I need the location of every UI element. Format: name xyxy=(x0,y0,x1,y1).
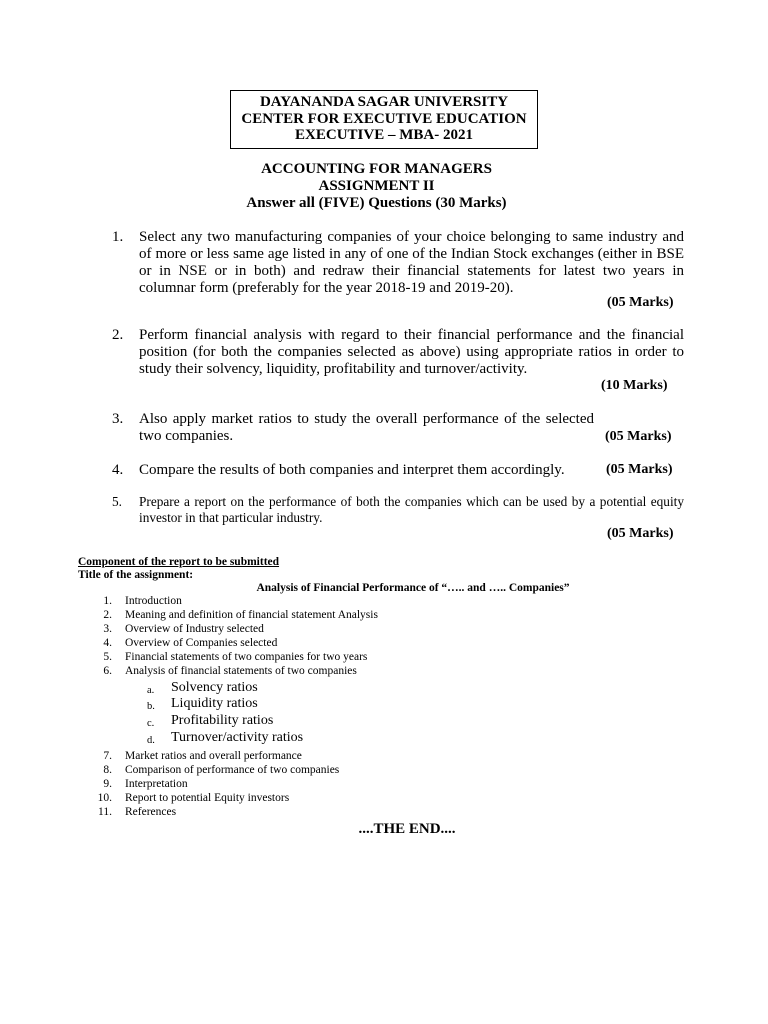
question-text: Compare the results of both companies and interpret them accordingly. xyxy=(139,462,565,478)
assignment-title-block xyxy=(170,161,583,212)
item-number: 4. xyxy=(103,637,112,650)
question-1-marks: (05 Marks) xyxy=(607,295,674,310)
sub-text: Liquidity ratios xyxy=(171,696,258,712)
item-text: Meaning and definition of financial statement Analysis xyxy=(125,609,378,622)
list-item xyxy=(78,595,698,609)
instruction-text: Answer all (FIVE) Questions (30 Marks) xyxy=(246,195,507,211)
list-item xyxy=(78,792,698,806)
sublist-item xyxy=(78,681,698,698)
sub-text: Profitability ratios xyxy=(171,713,274,729)
item-number: 7. xyxy=(103,749,112,762)
question-4 xyxy=(112,462,684,479)
item-text: References xyxy=(125,806,177,819)
list-item xyxy=(78,764,698,778)
components-list-continued xyxy=(78,750,698,820)
item-text: Financial statements of two companies for two years xyxy=(125,651,368,664)
question-2 xyxy=(112,327,684,378)
item-number: 1. xyxy=(103,595,112,607)
question-1 xyxy=(112,229,684,297)
item-text: Overview of Companies selected xyxy=(125,637,278,650)
components-heading: Component of the report to be submitted xyxy=(78,556,280,568)
question-number: 3. xyxy=(112,411,124,427)
question-text: Prepare a report on the performance of both the companies which can be used by a potential equity investor in that particular industry. xyxy=(139,494,684,525)
sub-text: Turnover/activity ratios xyxy=(171,729,304,745)
question-4-marks: (05 Marks) xyxy=(606,462,673,477)
report-components xyxy=(78,556,698,820)
question-2-marks: (10 Marks) xyxy=(601,378,668,393)
item-number: 3. xyxy=(103,623,112,636)
sub-letter: b. xyxy=(147,701,155,713)
list-item xyxy=(78,623,698,637)
program-name: EXECUTIVE – MBA- 2021 xyxy=(295,127,473,143)
item-number: 11. xyxy=(98,806,112,819)
list-item xyxy=(78,637,698,651)
item-text: Overview of Industry selected xyxy=(125,623,264,636)
course-title: ACCOUNTING FOR MANAGERS xyxy=(261,161,492,177)
question-text: Perform financial analysis with regard to their financial performance and the financial position (for both the companies selected as above) using appropriate ratios in order to study their solvency, liquidity, profitability and turnover/activity. xyxy=(139,327,684,377)
item-number: 2. xyxy=(103,609,112,622)
item-number: 8. xyxy=(103,763,112,776)
item-text: Comparison of performance of two companies xyxy=(125,763,340,776)
center-name: CENTER FOR EXECUTIVE EDUCATION xyxy=(241,110,527,127)
question-number: 5. xyxy=(112,494,122,509)
question-number: 2. xyxy=(112,327,124,343)
list-item xyxy=(78,750,698,764)
assignment-title-label: Title of the assignment: xyxy=(78,569,194,581)
list-item xyxy=(78,778,698,792)
question-3-marks: (05 Marks) xyxy=(605,429,672,444)
list-item xyxy=(78,806,698,820)
sub-text: Solvency ratios xyxy=(171,679,258,695)
item-number: 5. xyxy=(103,651,112,664)
item-number: 9. xyxy=(103,777,112,790)
ratio-sublist xyxy=(78,681,698,748)
assignment-label: ASSIGNMENT II xyxy=(318,178,435,194)
list-item xyxy=(78,609,698,623)
question-3 xyxy=(112,411,684,445)
sub-letter: a. xyxy=(147,684,155,696)
analysis-title: Analysis of Financial Performance of “….. and ….. Companies” xyxy=(256,582,570,594)
item-text: Introduction xyxy=(125,595,182,607)
list-item xyxy=(78,651,698,665)
question-5 xyxy=(112,494,684,526)
end-marker: ....THE END.... xyxy=(358,821,456,837)
sub-letter: d. xyxy=(147,734,155,746)
question-number: 4. xyxy=(112,462,124,478)
components-list xyxy=(78,595,698,680)
sublist-item xyxy=(78,697,698,714)
question-number: 1. xyxy=(112,229,124,245)
sublist-item xyxy=(78,714,698,731)
question-text: Also apply market ratios to study the overall performance of the selected two companies. xyxy=(139,411,594,444)
item-number: 6. xyxy=(103,665,112,678)
sub-letter: c. xyxy=(147,718,155,730)
list-item xyxy=(78,665,698,679)
question-5-marks: (05 Marks) xyxy=(607,526,674,541)
university-header-box xyxy=(230,90,538,149)
question-text: Select any two manufacturing companies of your choice belonging to same industry and of more or less same age listed in any of one of the Indian Stock exchanges (either in BSE or in NSE or in both) and redraw their financial statements for latest two years in columnar form (preferably for the year 2018-19 and 2019-20). xyxy=(139,229,684,296)
item-text: Report to potential Equity investors xyxy=(125,792,290,805)
item-text: Market ratios and overall performance xyxy=(125,749,302,762)
item-text: Analysis of financial statements of two companies xyxy=(125,665,357,678)
sublist-item xyxy=(78,731,698,748)
item-text: Interpretation xyxy=(125,777,188,790)
item-number: 10. xyxy=(97,792,112,805)
university-name: DAYANANDA SAGAR UNIVERSITY xyxy=(259,94,509,110)
